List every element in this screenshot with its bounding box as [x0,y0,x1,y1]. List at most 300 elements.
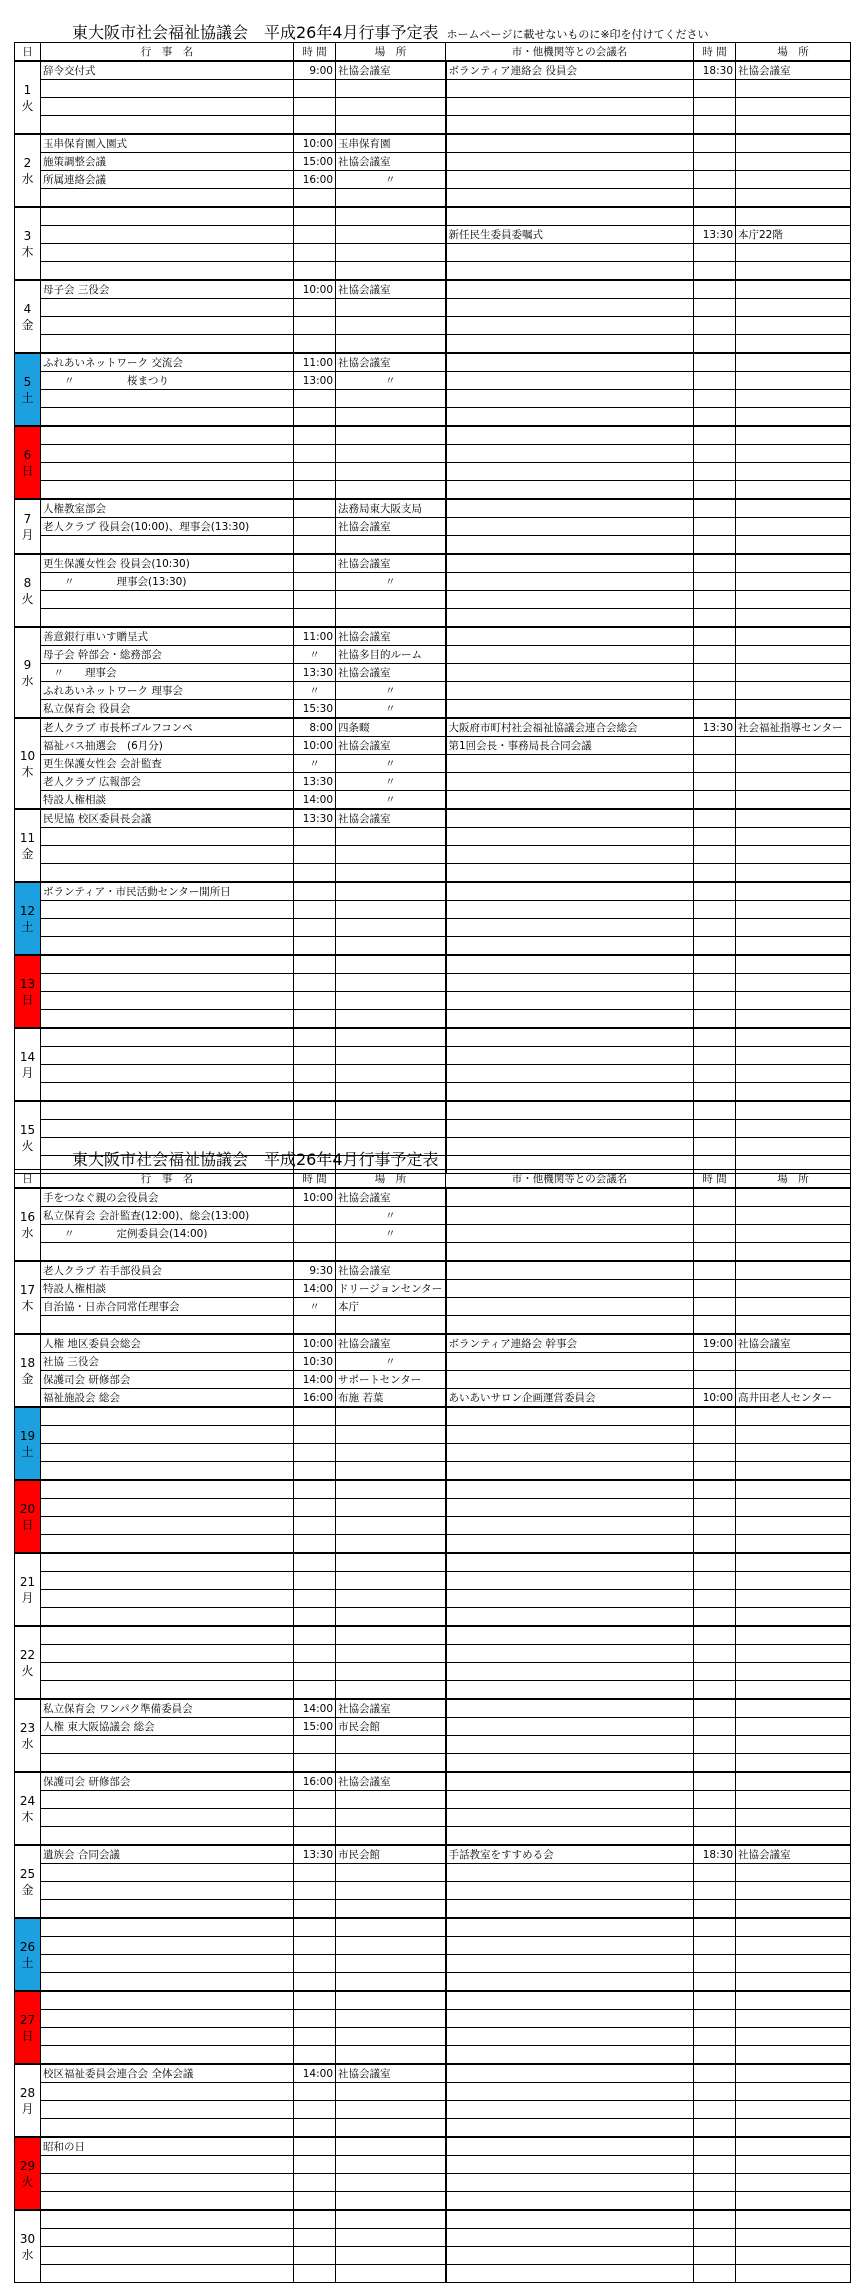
table-row [15,1845,851,1864]
external-place [736,1718,851,1736]
event-place [336,1791,446,1809]
external-time [694,518,736,536]
external-place [736,1101,851,1120]
event-name [41,2210,294,2229]
external-meeting [446,189,694,208]
external-meeting [446,116,694,135]
external-place [736,1772,851,1791]
event-name [41,317,294,335]
external-time [694,591,736,609]
event-place [336,262,446,281]
table-row [15,1065,851,1083]
event-place [336,2229,446,2247]
table-row [15,919,851,937]
external-place [736,499,851,518]
event-time: 〃 [294,1298,336,1316]
external-meeting [446,1955,694,1973]
table-row [15,1298,851,1316]
title-note: ホームページに載せないものに※印を付けてください [446,28,709,41]
event-place [336,955,446,974]
event-place [336,1083,446,1102]
external-meeting [446,1590,694,1608]
external-meeting [446,646,694,664]
day-cell [15,554,41,627]
external-place [736,1991,851,2010]
external-meeting [446,974,694,992]
event-place [336,846,446,864]
external-meeting [446,955,694,974]
external-place [736,1120,851,1138]
day-number: 3 [23,228,32,243]
table-row [15,1809,851,1827]
table-row [15,244,851,262]
event-place [336,1316,446,1335]
external-meeting [446,1699,694,1718]
external-meeting [446,426,694,445]
event-place [336,445,446,463]
event-name [41,1736,294,1754]
event-name [41,1809,294,1827]
day-cell [15,280,41,353]
event-time [294,1243,336,1262]
event-name [41,1480,294,1499]
event-name: 〃 定例委員会(14:00) [41,1225,294,1243]
event-name: 〃 理事会(13:30) [41,573,294,591]
external-meeting [446,1572,694,1590]
event-name [41,1553,294,1572]
event-name [41,207,294,226]
day-cell [15,2210,41,2283]
external-meeting [446,1028,694,1047]
external-time [694,335,736,354]
external-time [694,1047,736,1065]
event-time [294,901,336,919]
table-row [15,262,851,281]
event-name [41,1626,294,1645]
day-cell [15,1334,41,1407]
event-time [294,573,336,591]
column-header: 場 所 [336,43,446,62]
external-time [694,646,736,664]
external-place [736,1047,851,1065]
table-row [15,1608,851,1627]
event-time: 13:30 [294,1845,336,1864]
day-cell [15,1626,41,1699]
event-name: 人権 地区委員会総会 [41,1334,294,1353]
event-name [41,591,294,609]
event-name [41,1517,294,1535]
external-time [694,1608,736,1627]
event-time [294,1101,336,1120]
event-name [41,2229,294,2247]
external-meeting [446,1353,694,1371]
event-place [336,901,446,919]
external-time [694,1120,736,1138]
external-place [736,937,851,956]
external-time [694,2265,736,2283]
external-time [694,864,736,883]
external-place [736,244,851,262]
external-place [736,1791,851,1809]
external-meeting [446,1083,694,1102]
event-name [41,846,294,864]
event-place [336,244,446,262]
event-time [294,481,336,500]
external-meeting [446,1973,694,1992]
day-of-week: 水 [21,171,34,186]
external-place [736,1973,851,1992]
event-place: 玉串保育園 [336,134,446,153]
external-time [694,2137,736,2156]
table-row [15,1772,851,1791]
external-time [694,2192,736,2211]
external-time [694,2174,736,2192]
external-place [736,1316,851,1335]
schedule-table-1 [14,42,851,1174]
event-name: 保護司会 研修部会 [41,1371,294,1389]
external-time [694,1298,736,1316]
day-number: 22 [19,1647,36,1662]
event-place: 社協会議室 [336,353,446,372]
event-name [41,864,294,883]
day-of-week: 土 [21,1444,34,1459]
day-cell [15,1101,41,1174]
external-meeting [446,1065,694,1083]
event-time [294,2137,336,2156]
external-meeting [446,2247,694,2265]
event-name [41,463,294,481]
day-number: 17 [19,1282,36,1297]
external-meeting [446,1243,694,1262]
day-of-week: 木 [21,1298,34,1313]
external-meeting [446,700,694,719]
external-place [736,682,851,700]
day-number: 24 [19,1793,36,1808]
external-place [736,809,851,828]
external-place [736,974,851,992]
event-name: 私立保育会 役員会 [41,700,294,719]
event-name [41,1101,294,1120]
event-time: 〃 [294,682,336,700]
day-number: 11 [19,830,36,845]
event-name [41,2046,294,2065]
event-place [336,1572,446,1590]
external-meeting [446,299,694,317]
external-meeting [446,1120,694,1138]
external-time [694,1918,736,1937]
external-place [736,1298,851,1316]
event-place: 社協会議室 [336,1772,446,1791]
event-time [294,1444,336,1462]
external-time [694,682,736,700]
event-time: 16:00 [294,1772,336,1791]
external-meeting [446,80,694,98]
external-place [736,171,851,189]
event-name [41,1900,294,1919]
external-time: 19:00 [694,1334,736,1353]
table-row [15,1590,851,1608]
external-meeting [446,919,694,937]
external-meeting [446,1864,694,1882]
external-time: 18:30 [694,1845,736,1864]
external-meeting [446,2119,694,2138]
external-place [736,1937,851,1955]
event-time [294,882,336,901]
event-time [294,1608,336,1627]
event-time [294,116,336,135]
day-number: 10 [19,748,36,763]
event-time [294,2210,336,2229]
table-row [15,1882,851,1900]
external-time [694,700,736,719]
table-row [15,2046,851,2065]
event-place [336,1754,446,1773]
event-time [294,98,336,116]
event-name [41,2119,294,2138]
event-time: 16:00 [294,171,336,189]
event-place [336,1101,446,1120]
day-number: 2 [23,155,32,170]
event-place [336,1809,446,1827]
external-time [694,1900,736,1919]
table-row [15,627,851,646]
external-place [736,536,851,555]
table-row [15,1499,851,1517]
day-cell [15,882,41,955]
external-place [736,573,851,591]
external-time [694,1407,736,1426]
event-place: 四条畷 [336,718,446,737]
external-place [736,372,851,390]
event-time [294,1864,336,1882]
external-place: 社協会議室 [736,1334,851,1353]
external-meeting [446,463,694,481]
event-name [41,390,294,408]
external-meeting [446,2028,694,2046]
event-name: 老人クラブ 役員会(10:00)、理事会(13:30) [41,518,294,536]
event-name [41,2028,294,2046]
external-time [694,426,736,445]
event-place [336,2247,446,2265]
external-time [694,974,736,992]
event-time [294,1120,336,1138]
table-row [15,408,851,427]
event-time [294,2046,336,2065]
event-time [294,390,336,408]
event-time [294,1991,336,2010]
external-place [736,153,851,171]
external-place [736,1827,851,1846]
event-name: 特設人権相談 [41,791,294,810]
day-cell [15,627,41,718]
external-meeting [446,1298,694,1316]
external-place [736,2083,851,2101]
external-place [736,864,851,883]
external-place [736,481,851,500]
external-meeting [446,1462,694,1481]
event-name: 手をつなぐ親の会役員会 [41,1188,294,1207]
event-place [336,463,446,481]
event-time [294,1028,336,1047]
event-name: 社協 三役会 [41,1353,294,1371]
external-time [694,1138,736,1156]
event-name [41,955,294,974]
event-time [294,1426,336,1444]
table-row [15,317,851,335]
event-name: 善意銀行車いす贈呈式 [41,627,294,646]
day-number: 18 [19,1355,36,1370]
event-time [294,317,336,335]
external-time [694,1681,736,1700]
event-name: 保護司会 研修部会 [41,1772,294,1791]
day-cell [15,1699,41,1772]
event-name [41,426,294,445]
external-time [694,2247,736,2265]
table-row [15,1010,851,1029]
event-name [41,2101,294,2119]
event-time [294,426,336,445]
external-place [736,1243,851,1262]
table-row [15,591,851,609]
external-place [736,1225,851,1243]
external-meeting [446,1316,694,1335]
external-place [736,426,851,445]
event-time [294,1955,336,1973]
event-time [294,974,336,992]
day-number: 4 [23,301,32,316]
day-cell [15,1991,41,2064]
external-place [736,755,851,773]
day-of-week: 土 [21,1955,34,1970]
event-name: 人権教室部会 [41,499,294,518]
external-time [694,171,736,189]
external-meeting [446,262,694,281]
table-row [15,773,851,791]
event-place [336,189,446,208]
event-place [336,1937,446,1955]
table-row [15,846,851,864]
external-place [736,846,851,864]
event-time [294,1083,336,1102]
table-row [15,299,851,317]
event-place [336,80,446,98]
external-place [736,1261,851,1280]
event-time [294,262,336,281]
external-time: 10:00 [694,1389,736,1408]
table-row [15,2119,851,2138]
event-time [294,1626,336,1645]
event-place [336,1882,446,1900]
event-place: 〃 [336,773,446,791]
external-place [736,2229,851,2247]
column-header: 市・他機関等との会議名 [446,1170,694,1189]
external-time [694,1280,736,1298]
external-place [736,609,851,628]
table-row [15,791,851,810]
event-time: 10:00 [294,1188,336,1207]
event-time: 8:00 [294,718,336,737]
event-name [41,1065,294,1083]
event-name: 玉串保育園入園式 [41,134,294,153]
event-name: 特設人権相談 [41,1280,294,1298]
day-of-week: 月 [21,2101,34,2116]
external-place [736,353,851,372]
event-place: 社協会議室 [336,627,446,646]
external-meeting [446,98,694,116]
external-meeting [446,1937,694,1955]
external-meeting [446,2083,694,2101]
day-of-week: 水 [21,2247,34,2262]
external-time [694,937,736,956]
external-meeting: 大阪府市町村社会福祉協議会連合会総会 [446,718,694,737]
external-place [736,134,851,153]
event-place: 社協会議室 [336,153,446,171]
event-name: 〃 桜まつり [41,372,294,390]
table-row [15,864,851,883]
event-name [41,1028,294,1047]
event-time [294,937,336,956]
table-row [15,1353,851,1371]
external-place: 本庁22階 [736,226,851,244]
event-time: 15:00 [294,153,336,171]
day-cell [15,1261,41,1334]
event-name [41,1973,294,1992]
event-time: 10:00 [294,1334,336,1353]
event-name [41,1791,294,1809]
event-time [294,1882,336,1900]
event-time [294,207,336,226]
table-row [15,226,851,244]
event-time [294,1663,336,1681]
column-header: 時 間 [694,1170,736,1189]
external-meeting [446,682,694,700]
external-place [736,1590,851,1608]
event-place [336,1065,446,1083]
table-row [15,1120,851,1138]
event-place: 市民会館 [336,1845,446,1864]
external-place [736,317,851,335]
external-time [694,1626,736,1645]
event-name: 老人クラブ 広報部会 [41,773,294,791]
external-meeting: あいあいサロン企画運営委員会 [446,1389,694,1408]
external-time [694,317,736,335]
day-number: 6 [23,447,32,462]
external-place [736,1864,851,1882]
event-name [41,2083,294,2101]
table-row [15,171,851,189]
event-time: 10:00 [294,280,336,299]
event-place [336,1681,446,1700]
external-meeting [446,481,694,500]
external-time [694,882,736,901]
external-time [694,1955,736,1973]
event-name [41,262,294,281]
external-place [736,646,851,664]
table-row [15,1827,851,1846]
external-place [736,791,851,810]
event-place [336,2046,446,2065]
external-meeting [446,445,694,463]
event-name [41,1444,294,1462]
event-name [41,189,294,208]
external-time [694,809,736,828]
table-row [15,2247,851,2265]
external-place [736,98,851,116]
table-row [15,499,851,518]
external-place [736,299,851,317]
table-row [15,1864,851,1882]
event-name: 福祉施設会 総会 [41,1389,294,1408]
